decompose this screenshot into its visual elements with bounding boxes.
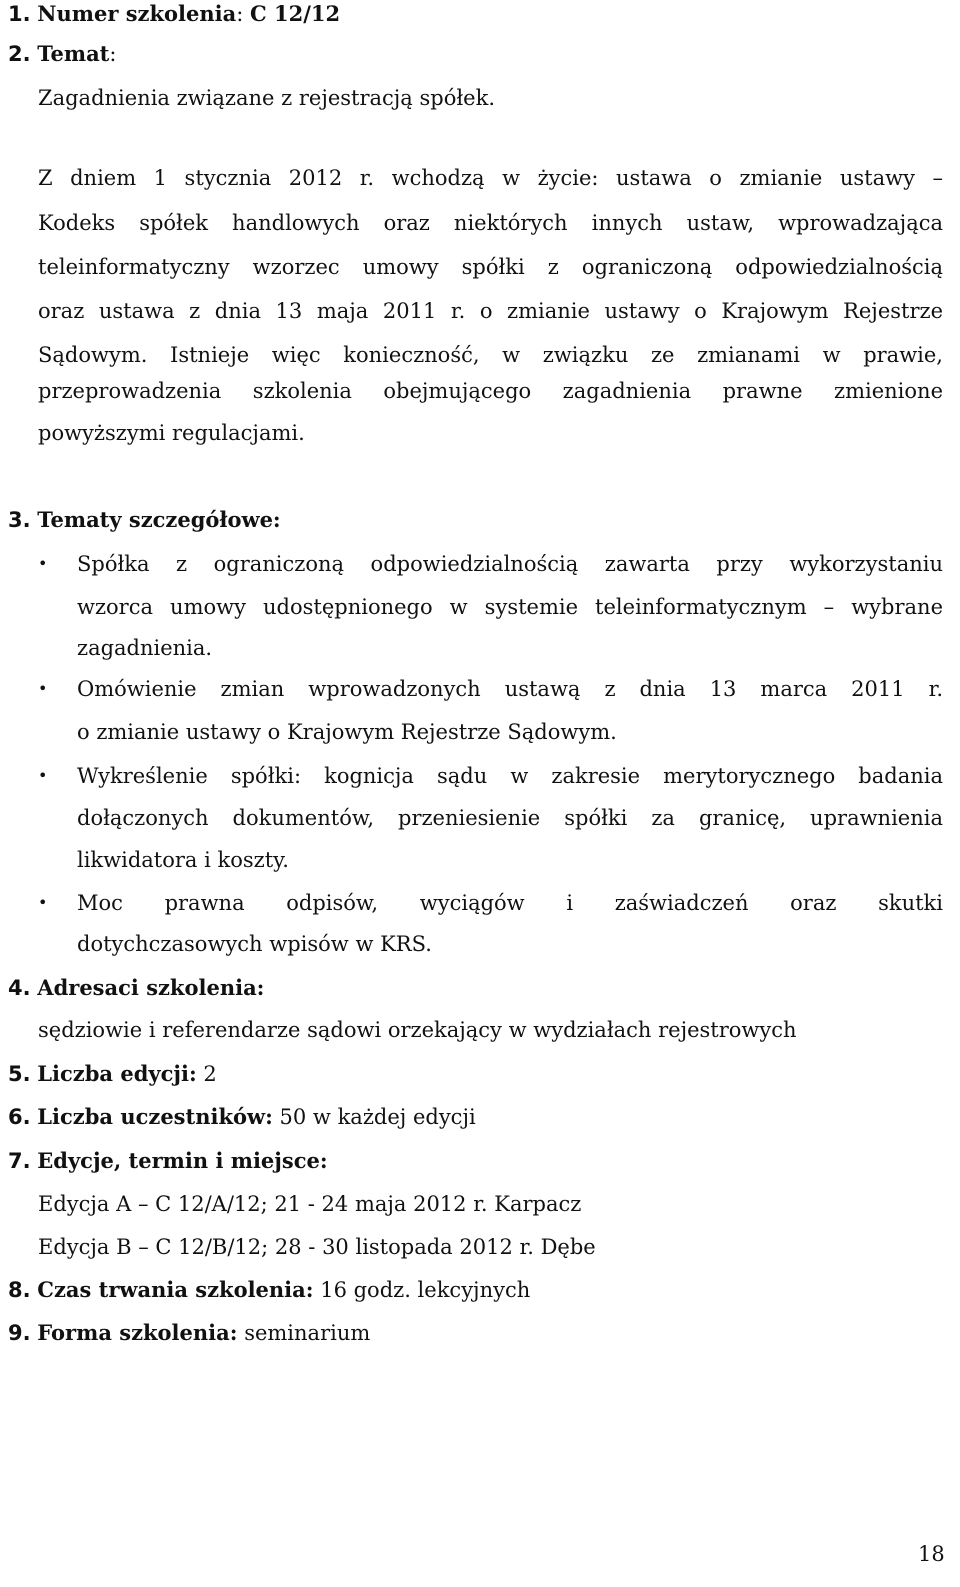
separator: :	[109, 42, 117, 66]
editions-count: 2	[203, 1062, 217, 1086]
section-3-heading	[8, 506, 281, 534]
list-item-line: o zmianie ustawy o Krajowym Rejestrze Sądowym.	[77, 720, 617, 744]
list-item-line: zagadnienia.	[77, 636, 213, 660]
list-item-line: Spółka z ograniczoną odpowiedzialnością zawarta przy wykorzystaniu	[77, 552, 943, 576]
intro-line: oraz ustawa z dnia 13 maja 2011 r. o zmianie ustawy o Krajowym Rejestrze	[38, 299, 943, 323]
section-2-heading	[8, 40, 116, 68]
section-label: Temat	[37, 41, 110, 66]
bullet-icon: •	[38, 766, 48, 785]
separator: :	[236, 2, 244, 26]
list-item-line: likwidatora i koszty.	[77, 848, 289, 872]
section-number: 3.	[8, 508, 31, 532]
list-item-line: Wykreślenie spółki: kognicja sądu w zakresie merytorycznego badania	[77, 764, 943, 788]
section-label: Tematy szczegółowe:	[37, 507, 281, 532]
list-item-line: Moc prawna odpisów, wyciągów i zaświadczeń oraz skutki	[77, 891, 943, 915]
section-number: 7.	[8, 1149, 31, 1173]
section-1-heading	[8, 0, 340, 28]
course-number: C 12/12	[249, 1, 341, 26]
section-label: Adresaci szkolenia:	[37, 975, 265, 1000]
audience-text: sędziowie i referendarze sądowi orzekający w wydziałach rejestrowych	[38, 1018, 797, 1042]
section-8-heading	[8, 1276, 530, 1304]
section-label: Numer szkolenia	[37, 1, 237, 26]
intro-line: Sądowym. Istnieje więc konieczność, w związku ze zmianami w prawie,	[38, 343, 943, 367]
section-number: 5.	[8, 1062, 31, 1086]
section-6-heading	[8, 1103, 476, 1131]
form-value: seminarium	[244, 1321, 371, 1345]
section-label: Liczba uczestników:	[37, 1104, 273, 1129]
section-5-heading	[8, 1060, 217, 1088]
section-number: 4.	[8, 976, 31, 1000]
intro-line: powyższymi regulacjami.	[38, 421, 305, 445]
section-number: 2.	[8, 42, 31, 66]
list-item-line: Omówienie zmian wprowadzonych ustawą z dnia 13 marca 2011 r.	[77, 677, 943, 701]
duration-value: 16 godz. lekcyjnych	[320, 1278, 531, 1302]
intro-line: przeprowadzenia szkolenia obejmującego zagadnienia prawne zmienione	[38, 379, 943, 403]
section-label: Forma szkolenia:	[37, 1320, 238, 1345]
intro-line: Kodeks spółek handlowych oraz niektórych innych ustaw, wprowadzająca	[38, 211, 943, 235]
section-label: Liczba edycji:	[37, 1061, 197, 1086]
bullet-icon: •	[38, 679, 48, 698]
section-number: 6.	[8, 1105, 31, 1129]
section-label: Czas trwania szkolenia:	[37, 1277, 314, 1302]
topic-text: Zagadnienia związane z rejestracją spółek.	[38, 86, 495, 110]
section-label: Edycje, termin i miejsce:	[37, 1148, 328, 1173]
section-4-heading	[8, 974, 264, 1002]
list-item-line: dołączonych dokumentów, przeniesienie spółki za granicę, uprawnienia	[77, 806, 943, 830]
section-9-heading	[8, 1319, 370, 1347]
intro-line: teleinformatyczny wzorzec umowy spółki z ograniczoną odpowiedzialnością	[38, 255, 943, 279]
bullet-icon: •	[38, 554, 48, 573]
bullet-icon: •	[38, 893, 48, 912]
list-item-line: dotychczasowych wpisów w KRS.	[77, 932, 432, 956]
intro-line: Z dniem 1 stycznia 2012 r. wchodzą w życie: ustawa o zmianie ustawy –	[38, 166, 943, 190]
edition-entry: Edycja A – C 12/A/12; 21 - 24 maja 2012 r. Karpacz	[38, 1192, 582, 1216]
section-number: 1.	[8, 2, 31, 26]
participants-count: 50 w każdej edycji	[279, 1105, 476, 1129]
section-number: 9.	[8, 1321, 31, 1345]
page-number: 18	[918, 1542, 945, 1566]
section-number: 8.	[8, 1278, 31, 1302]
list-item-line: wzorca umowy udostępnionego w systemie teleinformatycznym – wybrane	[77, 595, 943, 619]
edition-entry: Edycja B – C 12/B/12; 28 - 30 listopada 2012 r. Dębe	[38, 1235, 596, 1259]
section-7-heading	[8, 1147, 328, 1175]
